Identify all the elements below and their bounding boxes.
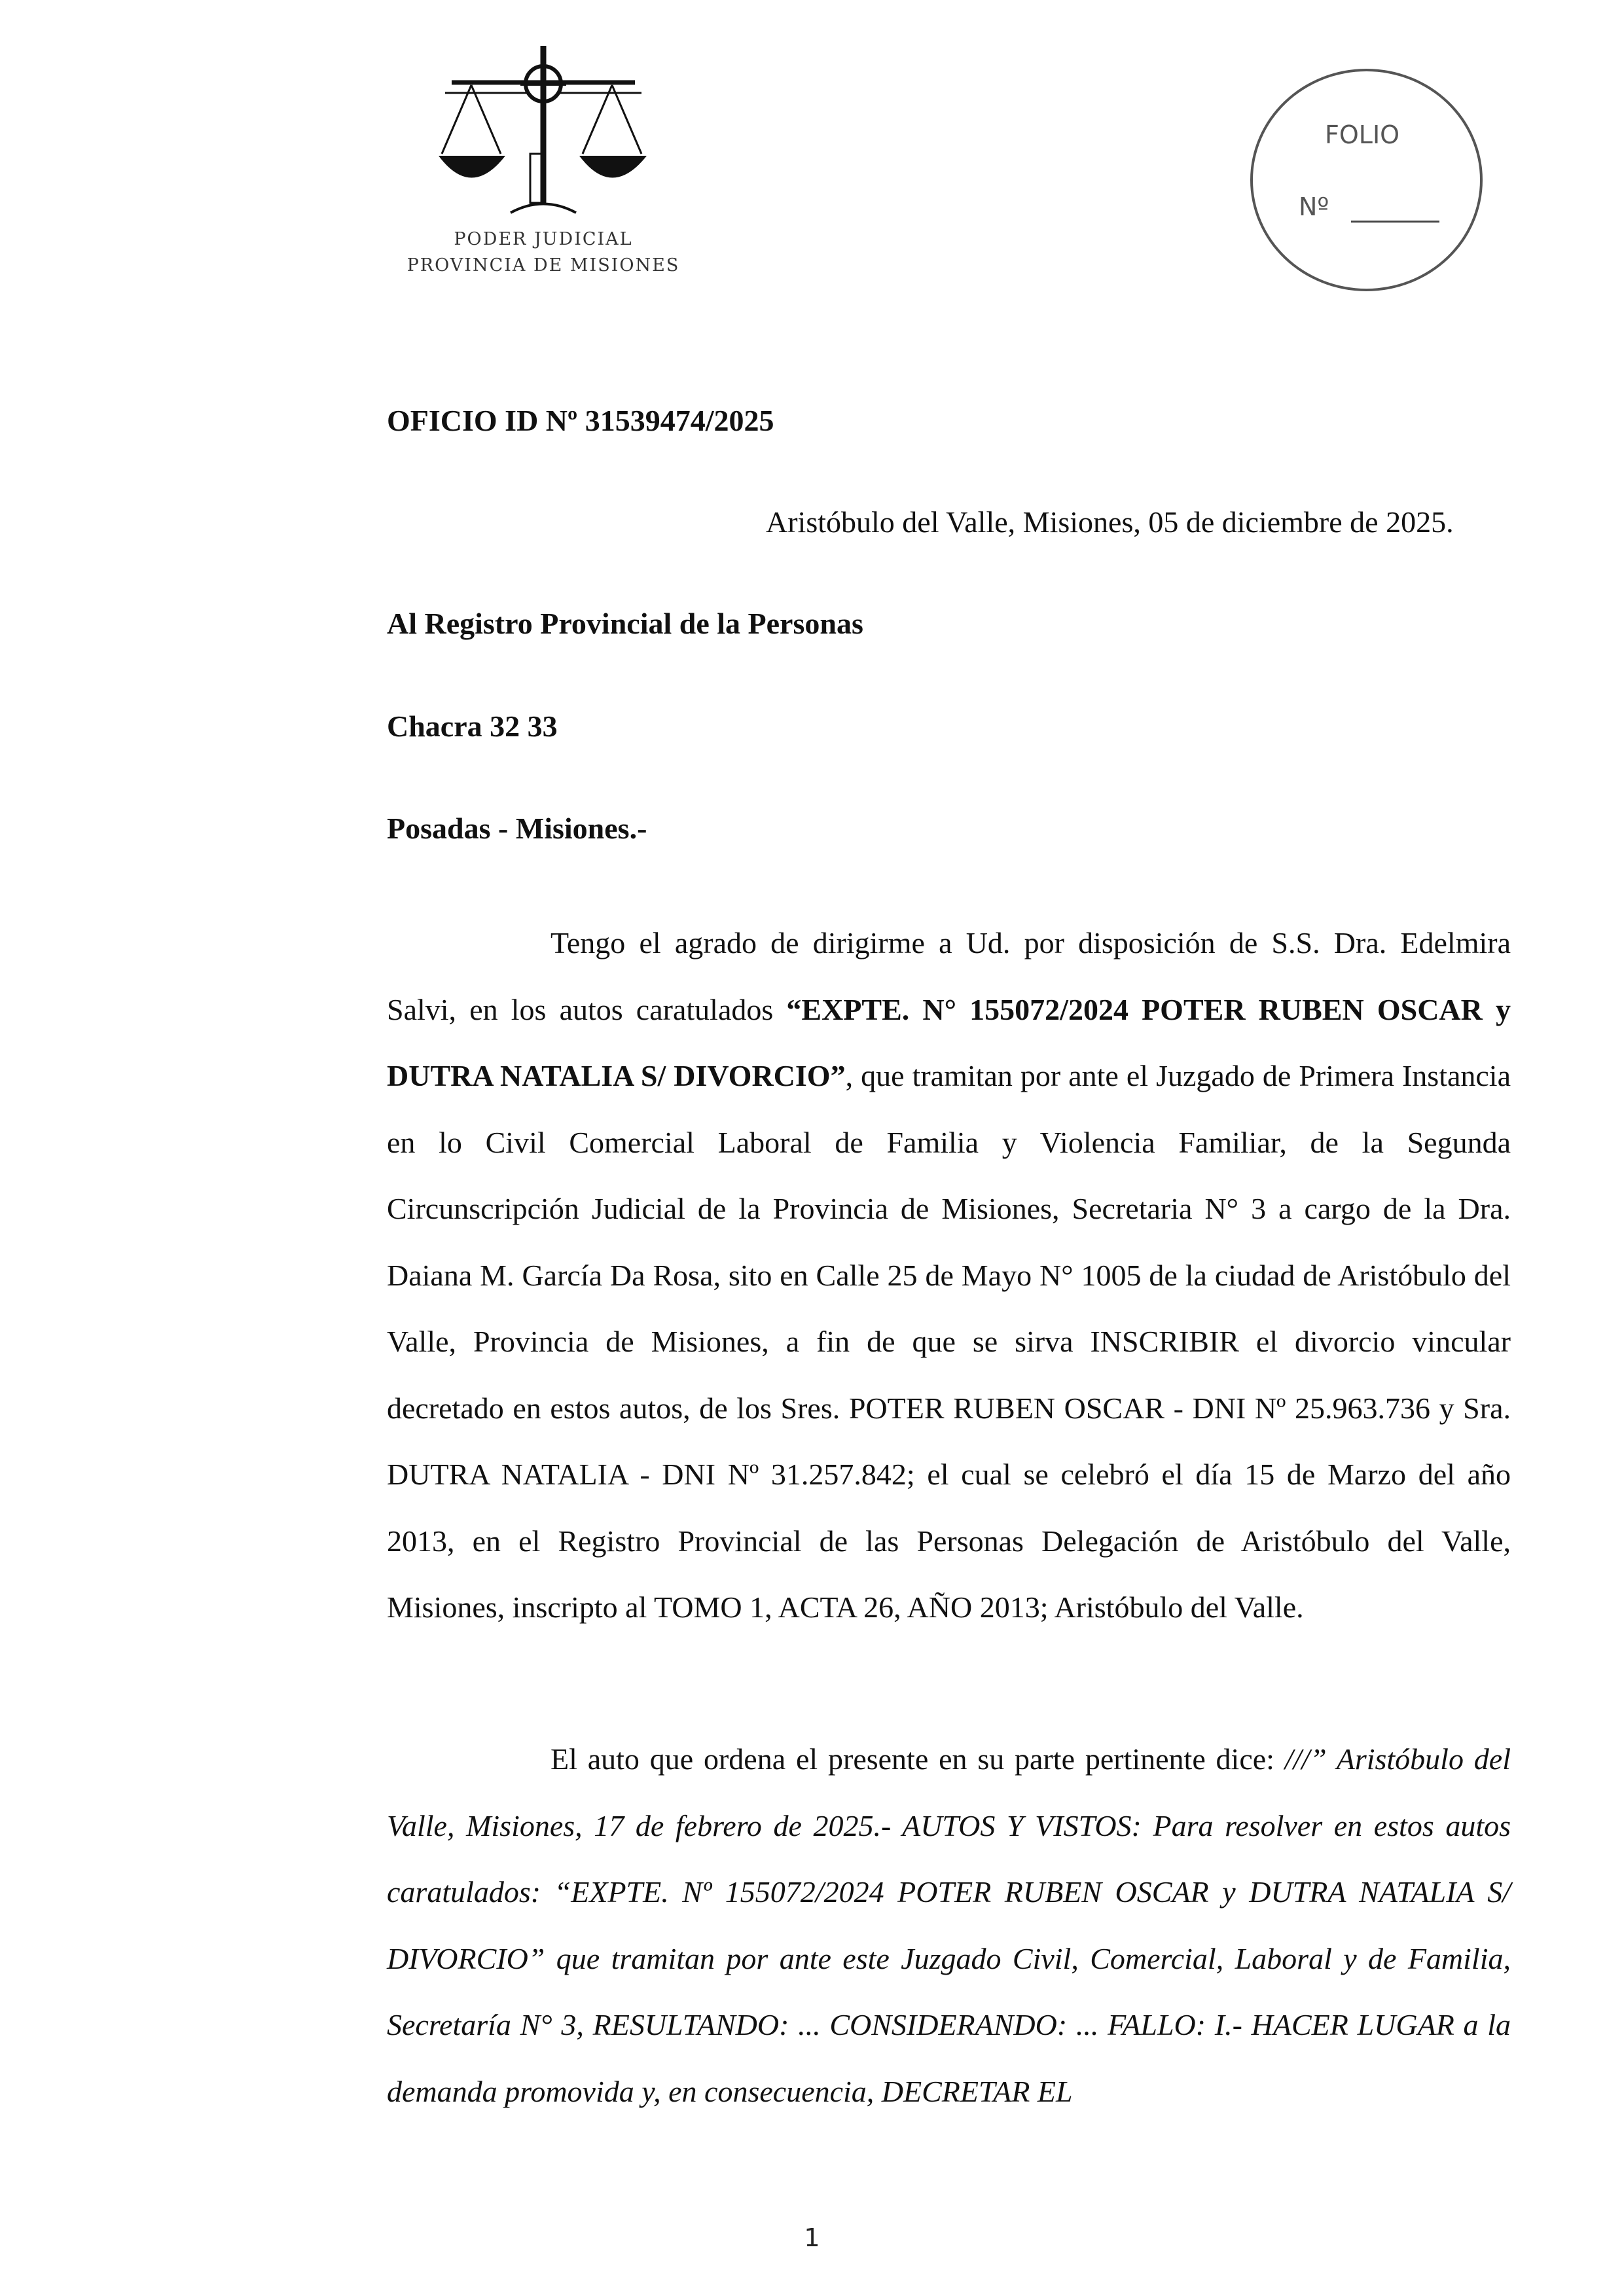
- body-paragraph-2: [387, 1726, 1511, 2125]
- recipient: Al Registro Provincial de la Personas: [387, 607, 863, 640]
- oficio-id: OFICIO ID Nº 31539474/2025: [387, 404, 774, 437]
- poder-judicial-logo: [399, 39, 687, 295]
- p1-text-b: , que tramitan por ante el Juzgado de Primera Instancia en lo Civil Comercial Laboral de Familia y Violencia Familiar, de la Segunda Circunscripción Judicial de la Provincia de Misiones, Secretaria N° 3 a cargo de la Dra. Daiana M. García Da Rosa, sito en Calle 25 de Mayo N° 1005 de la ciudad de Aristóbulo del Valle, Provincia de Misiones, a fin de que se sirva INSCRIBIR el divorcio vincular decretado en estos autos, de los Sres. POTER RUBEN OSCAR - DNI Nº 25.963.736 y Sra. DUTRA NATALIA - DNI Nº 31.257.842; el cual se celebró el día 15 de Marzo del año 2013, en el Registro Provincial de las Personas Delegación de Aristóbulo del Valle, Misiones, inscripto al TOMO 1, ACTA 26, AÑO 2013; Aristóbulo del Valle.: [387, 1059, 1511, 1624]
- quoted-ruling: ///” Aristóbulo del Valle, Misiones, 17 de febrero de 2025.- AUTOS Y VISTOS: Para resolver en estos autos caratulados: “EXPTE. Nº 155072/2024 POTER RUBEN OSCAR y DUTRA NATALIA S/ DIVORCIO” que tramitan por ante este Juzgado Civil, Comercial, Laboral y de Familia, Secretaría N° 3, RESULTANDO: ... CONSIDERANDO: ... FALLO: I.- HACER LUGAR a la demanda promovida y, en consecuencia, DECRETAR EL: [387, 1742, 1511, 2108]
- folio-title: FOLIO: [1325, 120, 1400, 149]
- folio-stamp: [1250, 69, 1483, 291]
- recipient-city: Posadas - Misiones.-: [387, 812, 647, 845]
- scales-of-justice-icon: [432, 39, 655, 223]
- page-number: 1: [804, 2223, 820, 2252]
- case-title: “EXPTE. N° 155072/2024 POTER RUBEN OSCAR y DUTRA NATALIA S/ DIVORCIO”: [387, 992, 1511, 1092]
- folio-number-label: Nº: [1299, 192, 1329, 221]
- logo-title: PODER JUDICIAL: [454, 229, 633, 249]
- p1-text-a: Tengo el agrado de dirigirme a Ud. por disposición de S.S. Dra. Edelmira Salvi, en los autos caratulados: [387, 926, 1511, 1026]
- body-paragraph-1: [387, 910, 1511, 1641]
- p2-text-a: El auto que ordena el presente en su parte pertinente dice:: [550, 1742, 1285, 1776]
- logo-subtitle: PROVINCIA DE MISIONES: [406, 255, 680, 276]
- folio-number-blank: [1351, 221, 1439, 223]
- recipient-address: Chacra 32 33: [387, 709, 558, 743]
- place-date: Aristóbulo del Valle, Misiones, 05 de diciembre de 2025.: [766, 505, 1454, 539]
